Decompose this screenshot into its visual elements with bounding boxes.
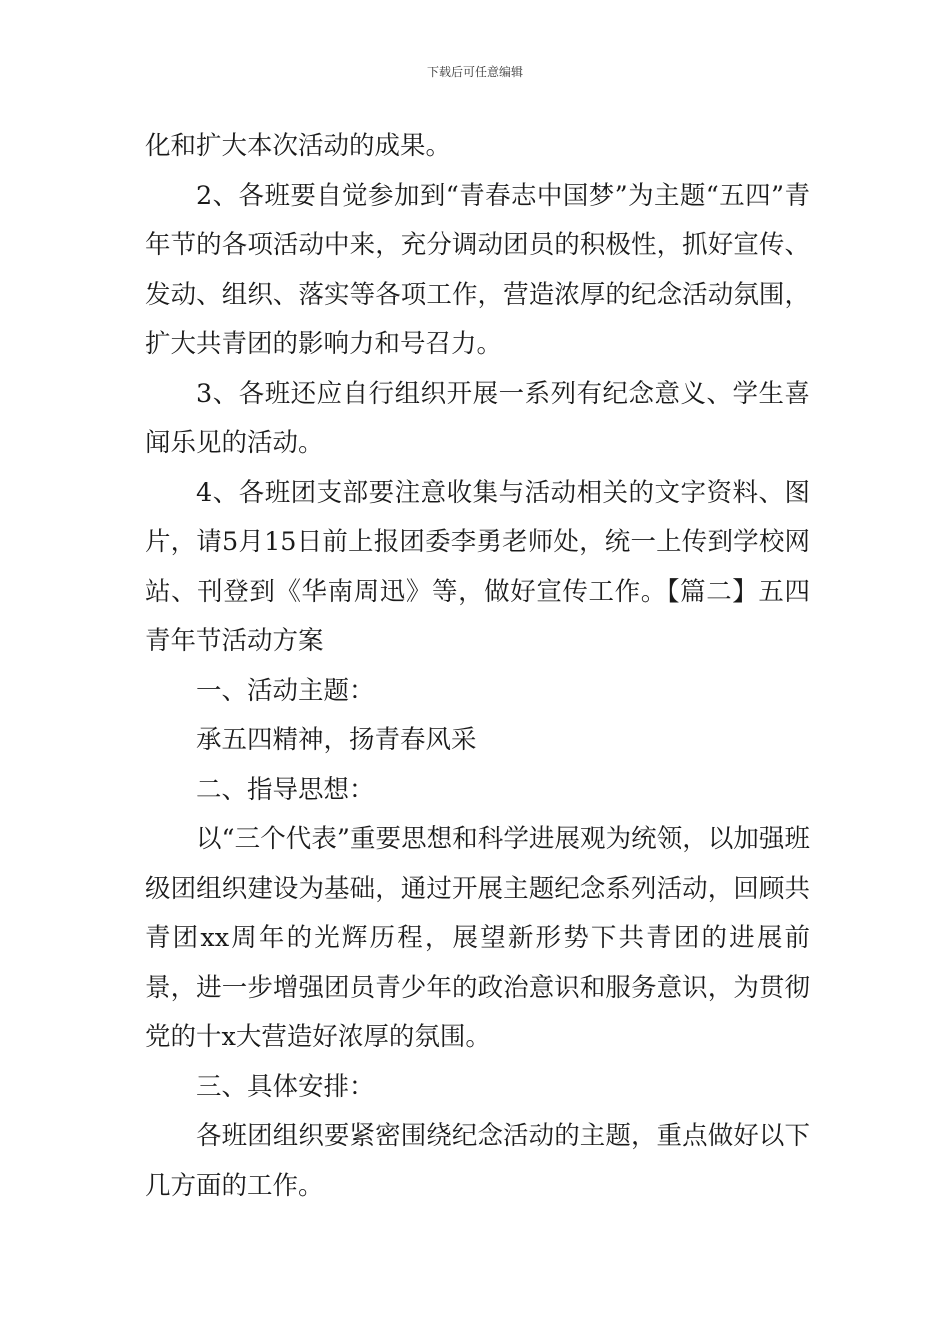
paragraph-1: 化和扩大本次活动的成果。 bbox=[145, 131, 452, 161]
theme-text: 承五四精神，扬青春风采 bbox=[196, 725, 477, 755]
section-heading-arrangement: 三、具体安排： bbox=[196, 1071, 375, 1102]
document-body bbox=[145, 122, 810, 1211]
paragraph-4: 4、各班团支部要注意收集与活动相关的文字资料、图片，请5月15日前上报团委李勇老师处，统一上传到学校网站、刊登到《华南周迅》等，做好宣传工作。【篇二】五四青年节活动方案 bbox=[145, 477, 810, 656]
arrangement-text: 各班团组织要紧密围绕纪念活动的主题，重点做好以下几方面的工作。 bbox=[145, 1121, 810, 1201]
section-heading-theme: 一、活动主题： bbox=[196, 675, 375, 706]
paragraph-3: 3、各班还应自行组织开展一系列有纪念意义、学生喜闻乐见的活动。 bbox=[145, 378, 810, 458]
guiding-thought-text: 以“三个代表”重要思想和科学进展观为统领，以加强班级团组织建设为基础，通过开展主题纪念系列活动，回顾共青团xx周年的光辉历程，展望新形势下共青团的进展前景，进一步增强团员青少年的政治意识和服务意识，为贯彻党的十x大营造好浓厚的氛围。 bbox=[145, 824, 810, 1052]
paragraph-2: 2、各班要自觉参加到“青春志中国梦”为主题“五四”青年节的各项活动中来，充分调动团员的积极性，抓好宣传、发动、组织、落实等各项工作，营造浓厚的纪念活动氛围，扩大共青团的影响力和号召力。 bbox=[145, 180, 810, 359]
section-heading-guiding-thought: 二、指导思想： bbox=[196, 774, 375, 805]
page-header: 下载后可任意编辑 bbox=[426, 65, 523, 79]
